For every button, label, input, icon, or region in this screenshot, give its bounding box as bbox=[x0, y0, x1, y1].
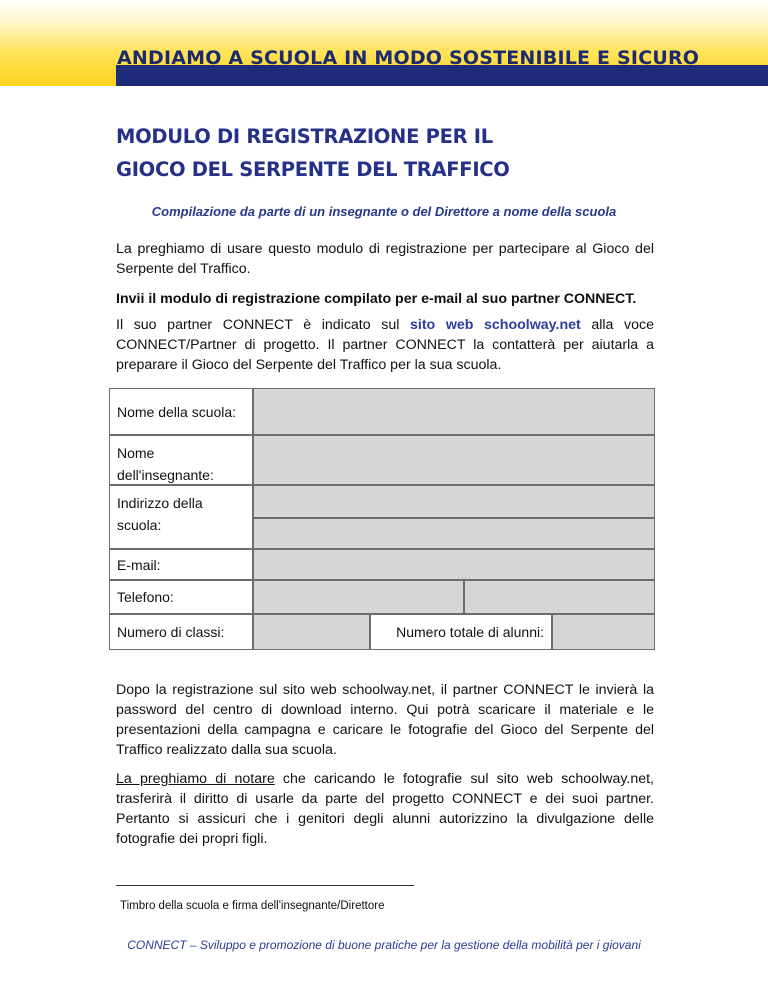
phone-field[interactable] bbox=[253, 580, 464, 614]
note-text: che caricando le fotografie sul sito web schoolway.net, trasferirà il diritto di usarle da parte del progetto CONNECT e dei suoi partner. Pertanto si assicuri che i genitori degli alunni autorizzino la divulgazione delle fotografie dei propri figli. bbox=[116, 771, 654, 847]
footer: CONNECT – Sviluppo e promozione di buone pratiche per la gestione della mobilità per i giovani bbox=[127, 938, 641, 952]
pupils-label: Numero totale di alunni: bbox=[370, 614, 552, 650]
note-underlined: La preghiamo di notare bbox=[116, 771, 275, 787]
subtitle: Compilazione da parte di un insegnante o del Direttore a nome della scuola bbox=[151, 204, 617, 219]
school-name-field[interactable] bbox=[253, 388, 655, 435]
page-title bbox=[116, 120, 510, 186]
schoolway-link[interactable]: sito web schoolway.net bbox=[410, 317, 581, 333]
teacher-name-label: Nome dell'insegnante: bbox=[109, 435, 253, 485]
signature-caption: Timbro della scuola e firma dell'insegnante/Direttore bbox=[120, 900, 385, 912]
teacher-name-field[interactable] bbox=[253, 435, 655, 485]
partner-paragraph bbox=[116, 315, 654, 375]
phone-field-2[interactable] bbox=[464, 580, 655, 614]
classes-field[interactable] bbox=[253, 614, 370, 650]
signature-line bbox=[116, 885, 414, 886]
school-address-label: Indirizzo della scuola: bbox=[109, 485, 253, 549]
school-name-label: Nome della scuola: bbox=[109, 388, 253, 435]
email-label: E-mail: bbox=[109, 549, 253, 580]
pupils-field[interactable] bbox=[552, 614, 655, 650]
partner-text-pre: Il suo partner CONNECT è indicato sul bbox=[116, 317, 410, 333]
note-paragraph bbox=[116, 769, 654, 849]
page-title-line-1: MODULO DI REGISTRAZIONE PER IL bbox=[116, 125, 493, 148]
registration-form bbox=[109, 388, 655, 650]
page-title-line-2: GIOCO DEL SERPENTE DEL TRAFFICO bbox=[116, 158, 510, 181]
intro-paragraph: La preghiamo di usare questo modulo di registrazione per partecipare al Gioco del Serpente del Traffico. bbox=[116, 241, 654, 277]
email-field[interactable] bbox=[253, 549, 655, 580]
after-registration-paragraph: Dopo la registrazione sul sito web schoolway.net, il partner CONNECT le invierà la password del centro di download interno. Qui potrà scaricare il materiale e le presentazioni della campagna e caricare le fotografie del Gioco del Serpente del Traffico realizzato dalla sua scuola. bbox=[116, 682, 654, 758]
classes-label: Numero di classi: bbox=[109, 614, 253, 650]
partner-text-post: alla voce CONNECT/Partner di progetto. Il partner CONNECT la contatterà per aiutarla a preparare il Gioco del Serpente del Traffico per la sua scuola. bbox=[116, 317, 655, 373]
school-address-field-line-2[interactable] bbox=[253, 518, 655, 549]
school-address-field[interactable] bbox=[253, 485, 655, 518]
header-title: ANDIAMO A SCUOLA IN MODO SOSTENIBILE E SICURO bbox=[117, 47, 700, 69]
phone-label: Telefono: bbox=[109, 580, 253, 614]
instruction-paragraph: Invii il modulo di registrazione compilato per e-mail al suo partner CONNECT. bbox=[116, 291, 637, 307]
